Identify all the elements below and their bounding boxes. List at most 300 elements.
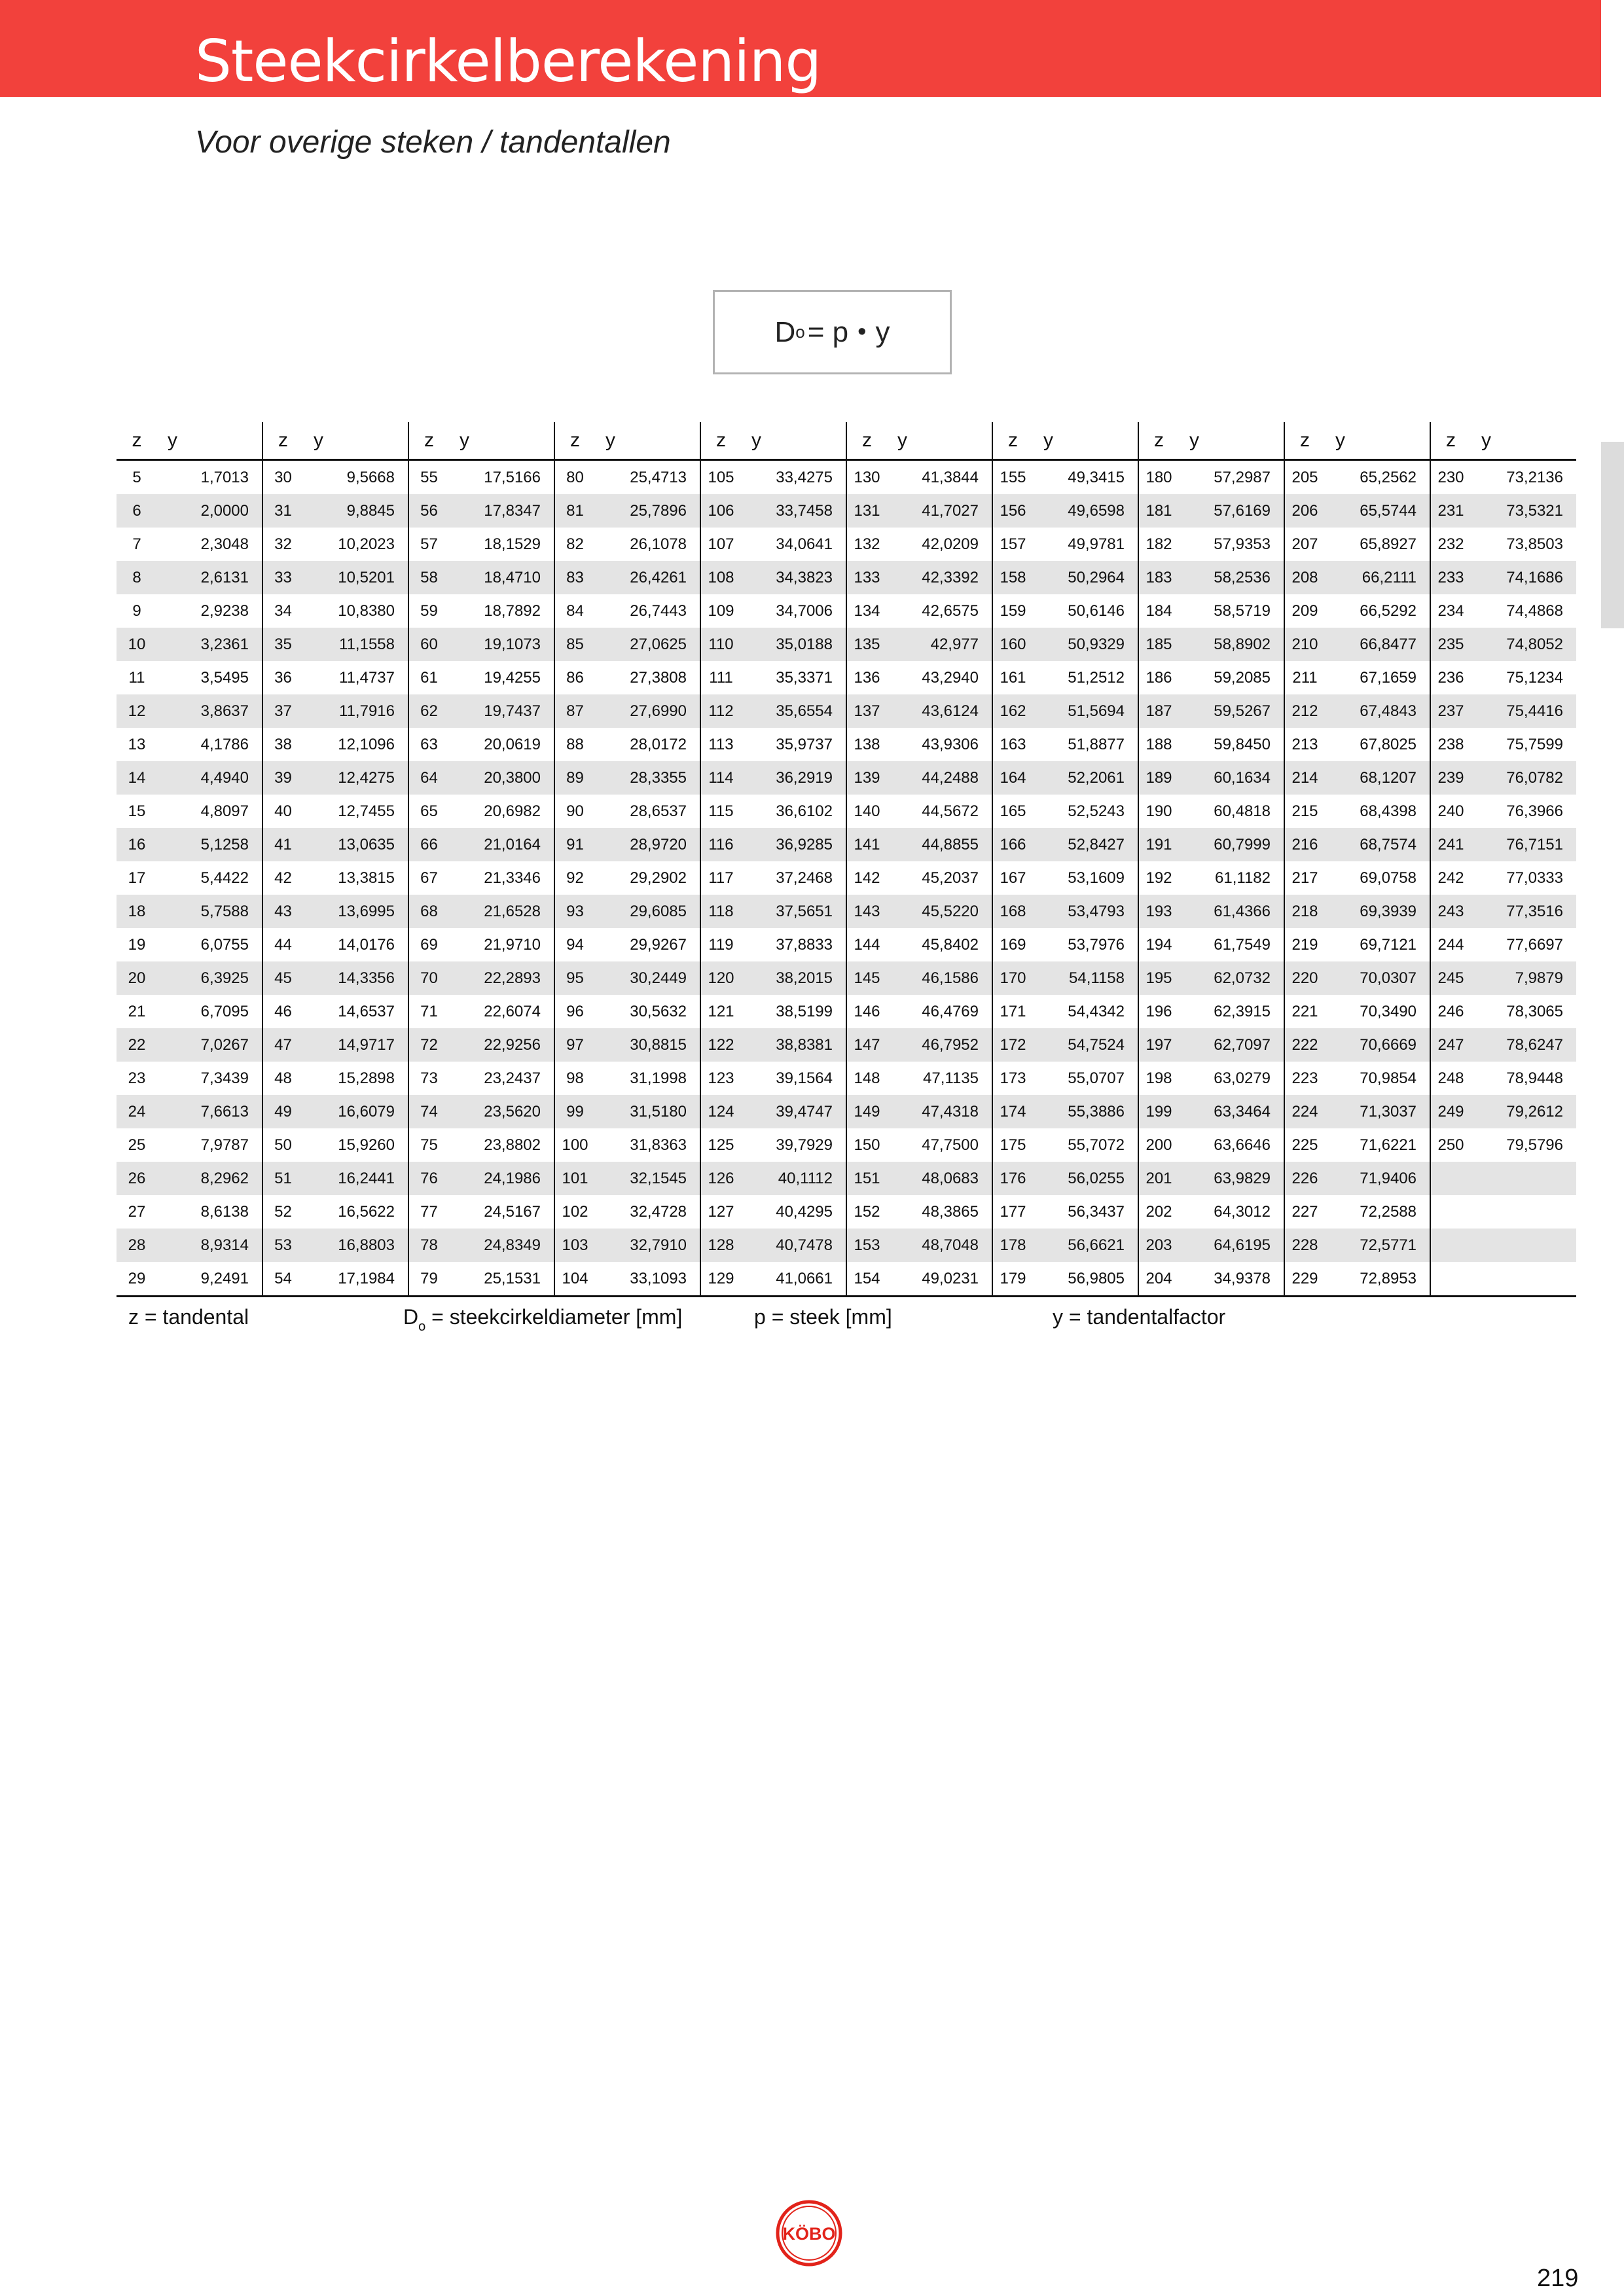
cell-z: 157 [992, 528, 1033, 561]
cell-z: 109 [700, 594, 741, 628]
cell-z: 177 [992, 1195, 1033, 1229]
table-row [117, 861, 1576, 895]
cell-z: 107 [700, 528, 741, 561]
cell-z: 249 [1430, 1095, 1471, 1128]
cell-z: 47 [262, 1028, 303, 1062]
cell-y: 77,0333 [1506, 869, 1563, 887]
cell-z: 198 [1138, 1062, 1179, 1095]
cell-z: 181 [1138, 494, 1179, 528]
cell-y: 59,5267 [1179, 694, 1284, 728]
cell-z: 33 [262, 561, 303, 594]
cell-y: 36,6102 [776, 802, 833, 820]
cell-z: 143 [846, 895, 887, 928]
cell-z: 152 [846, 1195, 887, 1229]
cell-y: 50,9329 [1033, 628, 1138, 661]
cell-z: 170 [992, 961, 1033, 995]
cell-y: 76,0782 [1471, 761, 1576, 795]
cell-z: 153 [846, 1229, 887, 1262]
cell-z: 117 [700, 861, 741, 895]
cell-y: 11,7916 [303, 694, 408, 728]
cell-y: 24,1986 [449, 1162, 554, 1195]
cell-z: 215 [1284, 795, 1325, 828]
cell-y: 43,9306 [922, 735, 979, 753]
cell-z: 57 [408, 528, 449, 561]
cell-y: 68,7574 [1325, 828, 1430, 861]
cell-y: 63,9829 [1179, 1162, 1284, 1195]
cell-y: 52,8427 [1033, 828, 1138, 861]
cell-z: 237 [1430, 694, 1471, 728]
cell-z: 200 [1138, 1128, 1179, 1162]
cell-y: 11,4737 [339, 668, 395, 687]
cell-z: 236 [1430, 661, 1471, 694]
cell-y: 57,6169 [1179, 494, 1284, 528]
cell-z: 105 [700, 460, 741, 495]
cell-z: 243 [1430, 895, 1471, 928]
table-row [117, 1229, 1576, 1262]
cell-y: 6,7095 [200, 1002, 249, 1020]
cell-y: 13,6995 [303, 895, 408, 928]
cell-y: 61,7549 [1214, 935, 1271, 954]
cell-y: 30,5632 [630, 1002, 687, 1020]
cell-z [1430, 1262, 1471, 1297]
cell-z: 158 [992, 561, 1033, 594]
cell-y: 67,4843 [1325, 694, 1430, 728]
cell-z: 205 [1284, 460, 1325, 495]
cell-y: 22,9256 [449, 1028, 554, 1062]
table-row [117, 928, 1576, 961]
cell-z: 102 [554, 1195, 595, 1229]
table-row [117, 1162, 1576, 1195]
cell-z: 48 [262, 1062, 303, 1095]
cell-z: 175 [992, 1128, 1033, 1162]
legend-y: y = tandentalfactor [1053, 1305, 1226, 1329]
header-y: y [157, 422, 262, 460]
cell-z: 182 [1138, 528, 1179, 561]
cell-z: 7 [132, 535, 141, 553]
cell-z: 218 [1284, 895, 1325, 928]
cell-y: 49,6598 [1033, 494, 1138, 528]
cell-y: 44,2488 [887, 761, 992, 795]
cell-z: 216 [1284, 828, 1325, 861]
cell-y: 7,9787 [200, 1136, 249, 1154]
cell-z: 225 [1284, 1128, 1325, 1162]
cell-y: 46,7952 [887, 1028, 992, 1062]
cell-y: 7,6613 [157, 1095, 262, 1128]
cell-y: 43,6124 [887, 694, 992, 728]
legend-z: z = tandental [128, 1305, 249, 1329]
cell-z: 51 [262, 1162, 303, 1195]
cell-z: 217 [1284, 861, 1325, 895]
cell-y: 65,2562 [1360, 468, 1416, 486]
cell-z: 54 [262, 1262, 303, 1297]
cell-z: 222 [1284, 1028, 1325, 1062]
cell-y: 7,3439 [200, 1069, 249, 1087]
cell-z: 194 [1138, 928, 1179, 961]
cell-y: 5,7588 [157, 895, 262, 928]
cell-z: 185 [1138, 628, 1179, 661]
cell-z: 197 [1138, 1028, 1179, 1062]
cell-y: 35,6554 [741, 694, 846, 728]
cell-z: 94 [554, 928, 595, 961]
cell-y: 69,7121 [1360, 935, 1416, 954]
cell-y: 53,4793 [1033, 895, 1138, 928]
cell-z: 52 [262, 1195, 303, 1229]
cell-y: 5,1258 [157, 828, 262, 861]
cell-y: 16,6079 [303, 1095, 408, 1128]
cell-y: 14,0176 [338, 935, 395, 954]
cell-y: 76,3966 [1506, 802, 1563, 820]
cell-y: 56,0255 [1033, 1162, 1138, 1195]
cell-y: 25,4713 [630, 468, 687, 486]
cell-y: 31,5180 [595, 1095, 700, 1128]
cell-y: 70,3490 [1360, 1002, 1416, 1020]
cell-z: 76 [408, 1162, 449, 1195]
cell-z: 93 [554, 895, 595, 928]
cell-z: 195 [1138, 961, 1179, 995]
cell-y: 47,7500 [922, 1136, 979, 1154]
cell-z: 208 [1284, 561, 1325, 594]
cell-z: 44 [262, 928, 303, 961]
cell-z: 138 [846, 728, 887, 761]
cell-z: 68 [408, 895, 449, 928]
cell-y: 65,8927 [1360, 535, 1416, 553]
cell-y: 26,4261 [595, 561, 700, 594]
cell-z [1430, 1195, 1471, 1229]
cell-y: 13,3815 [338, 869, 395, 887]
cell-y: 30,2449 [595, 961, 700, 995]
cell-y: 14,6537 [338, 1002, 395, 1020]
cell-y: 4,8097 [200, 802, 249, 820]
cell-z: 28 [117, 1229, 157, 1262]
cell-z: 90 [554, 795, 595, 828]
cell-y: 50,6146 [1068, 601, 1125, 620]
cell-z: 8 [117, 561, 157, 594]
cell-y: 57,9353 [1214, 535, 1271, 553]
cell-z: 96 [554, 995, 595, 1028]
header-z: z [262, 422, 303, 460]
cell-z: 126 [700, 1162, 741, 1195]
cell-z: 108 [700, 561, 741, 594]
table-row [117, 795, 1576, 828]
cell-z: 122 [700, 1028, 741, 1062]
cell-y: 63,3464 [1179, 1095, 1284, 1128]
legend-d-subscript: o [418, 1319, 426, 1334]
cell-z: 11 [128, 668, 145, 687]
cell-z: 15 [128, 802, 146, 820]
cell-y: 41,0661 [741, 1262, 846, 1297]
cell-y: 40,4295 [776, 1202, 833, 1221]
cell-z: 88 [554, 728, 595, 761]
table-row [117, 1128, 1576, 1162]
cell-z: 12 [117, 694, 157, 728]
cell-y: 71,6221 [1360, 1136, 1416, 1154]
cell-z: 159 [992, 594, 1033, 628]
header-z: z [1284, 422, 1325, 460]
cell-z: 213 [1284, 728, 1325, 761]
cell-y: 74,1686 [1471, 561, 1576, 594]
cell-y: 21,6528 [449, 895, 554, 928]
cell-z: 135 [846, 628, 887, 661]
cell-z: 43 [262, 895, 303, 928]
cell-y: 79,5796 [1506, 1136, 1563, 1154]
cell-y: 42,977 [887, 628, 992, 661]
cell-z: 92 [554, 861, 595, 895]
cell-z: 82 [554, 528, 595, 561]
cell-z: 165 [992, 795, 1033, 828]
cell-y: 34,7006 [776, 601, 833, 620]
cell-y: 2,0000 [157, 494, 262, 528]
cell-z: 184 [1138, 594, 1179, 628]
cell-y: 59,2085 [1214, 668, 1271, 687]
table-row [117, 661, 1576, 694]
cell-y: 60,4818 [1214, 802, 1271, 820]
cell-y: 73,8503 [1506, 535, 1563, 553]
cell-z: 214 [1284, 761, 1325, 795]
cell-y: 56,3437 [1068, 1202, 1125, 1221]
cell-z: 64 [408, 761, 449, 795]
header-y: y [1033, 422, 1138, 460]
cell-y: 48,7048 [887, 1229, 992, 1262]
cell-y: 21,0164 [449, 828, 554, 861]
cell-y: 26,1078 [630, 535, 687, 553]
cell-y: 27,3808 [630, 668, 687, 687]
cell-y: 13,0635 [303, 828, 408, 861]
cell-z: 83 [554, 561, 595, 594]
cell-y: 20,6982 [484, 802, 541, 820]
cell-y: 12,1096 [338, 735, 395, 753]
header-y: y [1325, 422, 1430, 460]
cell-y: 45,5220 [887, 895, 992, 928]
cell-z: 196 [1138, 995, 1179, 1028]
cell-z: 206 [1284, 494, 1325, 528]
cell-y: 71,9406 [1325, 1162, 1430, 1195]
cell-z: 229 [1284, 1262, 1325, 1297]
cell-y: 77,6697 [1506, 935, 1563, 954]
cell-z: 17 [128, 869, 146, 887]
cell-y: 72,5771 [1325, 1229, 1430, 1262]
cell-y: 76,7151 [1471, 828, 1576, 861]
cell-z: 35 [262, 628, 303, 661]
cell-z: 125 [700, 1128, 741, 1162]
cell-y: 69,3939 [1325, 895, 1430, 928]
cell-z: 223 [1284, 1062, 1325, 1095]
cell-z: 186 [1138, 661, 1179, 694]
cell-y: 8,6138 [200, 1202, 249, 1221]
cell-z: 232 [1430, 528, 1471, 561]
cell-z: 63 [408, 728, 449, 761]
table-row [117, 961, 1576, 995]
table-row [117, 494, 1576, 528]
cell-z: 14 [117, 761, 157, 795]
cell-z: 23 [128, 1069, 146, 1087]
cell-z: 250 [1430, 1128, 1471, 1162]
cell-y: 55,0707 [1068, 1069, 1125, 1087]
cell-y: 34,9378 [1179, 1262, 1284, 1297]
cell-z: 27 [128, 1202, 146, 1221]
legend-d-text: = steekcirkeldiameter [mm] [425, 1305, 683, 1329]
cell-z: 183 [1138, 561, 1179, 594]
cell-y: 34,0641 [776, 535, 833, 553]
cell-y: 24,8349 [449, 1229, 554, 1262]
cell-z: 50 [262, 1128, 303, 1162]
page-subtitle: Voor overige steken / tandentallen [195, 125, 671, 160]
cell-z: 71 [408, 995, 449, 1028]
cell-z: 69 [408, 928, 449, 961]
cell-y: 68,1207 [1325, 761, 1430, 795]
header-y: y [1179, 422, 1284, 460]
cell-y: 54,7524 [1033, 1028, 1138, 1062]
cell-z: 161 [992, 661, 1033, 694]
cell-y: 55,3886 [1033, 1095, 1138, 1128]
cell-y: 54,4342 [1068, 1002, 1125, 1020]
cell-z: 211 [1284, 661, 1325, 694]
cell-y: 17,1984 [303, 1262, 408, 1297]
cell-z: 22 [117, 1028, 157, 1062]
cell-z: 67 [408, 861, 449, 895]
cell-y: 34,3823 [741, 561, 846, 594]
cell-y: 29,9267 [630, 935, 687, 954]
cell-z: 193 [1138, 895, 1179, 928]
cell-y: 25,1531 [449, 1262, 554, 1297]
cell-z: 224 [1284, 1095, 1325, 1128]
cell-y: 70,6669 [1325, 1028, 1430, 1062]
cell-z: 104 [554, 1262, 595, 1297]
pitch-circle-table [117, 422, 1576, 1297]
table-row [117, 460, 1576, 495]
cell-z: 77 [408, 1195, 449, 1229]
cell-z: 36 [262, 661, 303, 694]
cell-z: 85 [554, 628, 595, 661]
cell-y: 78,6247 [1471, 1028, 1576, 1062]
cell-z: 49 [262, 1095, 303, 1128]
table-row [117, 628, 1576, 661]
cell-y: 23,8802 [484, 1136, 541, 1154]
cell-z: 146 [846, 995, 887, 1028]
cell-z: 115 [700, 795, 741, 828]
cell-y: 68,4398 [1360, 802, 1416, 820]
cell-z: 73 [408, 1062, 449, 1095]
cell-y: 35,0188 [741, 628, 846, 661]
cell-y: 62,3915 [1214, 1002, 1271, 1020]
cell-y: 10,2023 [338, 535, 395, 553]
cell-z: 231 [1430, 494, 1471, 528]
cell-y: 53,7976 [1068, 935, 1125, 954]
cell-z: 9 [132, 601, 141, 620]
cell-z: 30 [262, 460, 303, 495]
cell-z: 106 [700, 494, 741, 528]
legend-d-symbol: D [403, 1305, 419, 1329]
cell-y: 49,0231 [887, 1262, 992, 1297]
cell-z: 156 [992, 494, 1033, 528]
cell-z: 145 [846, 961, 887, 995]
cell-y: 5,4422 [200, 869, 249, 887]
cell-y: 15,9260 [338, 1136, 395, 1154]
table-row [117, 1028, 1576, 1062]
cell-y: 31,1998 [630, 1069, 687, 1087]
cell-y: 45,2037 [922, 869, 979, 887]
cell-z: 147 [846, 1028, 887, 1062]
cell-y: 35,3371 [776, 668, 833, 687]
cell-y: 72,8953 [1325, 1262, 1430, 1297]
cell-z: 166 [992, 828, 1033, 861]
cell-y: 60,7999 [1179, 828, 1284, 861]
cell-z: 204 [1138, 1262, 1179, 1297]
cell-y: 66,8477 [1325, 628, 1430, 661]
cell-y: 3,2361 [157, 628, 262, 661]
cell-y: 67,1659 [1360, 668, 1416, 687]
cell-y: 73,2136 [1506, 468, 1563, 486]
cell-z: 192 [1138, 861, 1179, 895]
cell-y: 37,8833 [776, 935, 833, 954]
cell-z: 119 [700, 928, 741, 961]
cell-z: 188 [1138, 728, 1179, 761]
cell-z: 233 [1430, 561, 1471, 594]
cell-y: 64,3012 [1214, 1202, 1271, 1221]
cell-z: 78 [408, 1229, 449, 1262]
cell-y: 38,2015 [741, 961, 846, 995]
cell-y: 22,2893 [449, 961, 554, 995]
cell-z: 134 [846, 594, 887, 628]
formula-dot: • [857, 318, 867, 346]
cell-z: 139 [846, 761, 887, 795]
cell-y [1471, 1195, 1576, 1229]
cell-y: 53,1609 [1068, 869, 1125, 887]
cell-y: 40,1112 [741, 1162, 846, 1195]
cell-z: 18 [117, 895, 157, 928]
cell-y: 71,3037 [1325, 1095, 1430, 1128]
cell-z: 60 [408, 628, 449, 661]
cell-y: 15,2898 [338, 1069, 395, 1087]
cell-z: 25 [128, 1136, 146, 1154]
header-y: y [303, 422, 408, 460]
cell-z: 221 [1284, 995, 1325, 1028]
cell-y: 18,7892 [484, 601, 541, 620]
cell-z: 13 [128, 735, 146, 753]
cell-z: 114 [700, 761, 741, 795]
cell-y: 21,3346 [484, 869, 541, 887]
side-tab-marker [1601, 442, 1624, 628]
cell-z: 240 [1430, 795, 1471, 828]
formula-symbol: D [774, 315, 796, 348]
formula-subscript: o [795, 322, 805, 342]
cell-y: 46,1586 [887, 961, 992, 995]
cell-y [1471, 1262, 1576, 1297]
table-row [117, 1062, 1576, 1095]
cell-y: 78,3065 [1506, 1002, 1563, 1020]
cell-z [1430, 1162, 1471, 1195]
cell-z: 189 [1138, 761, 1179, 795]
cell-z: 84 [554, 594, 595, 628]
cell-y: 28,0172 [630, 735, 687, 753]
cell-z: 246 [1430, 995, 1471, 1028]
table-row [117, 528, 1576, 561]
cell-y: 47,4318 [887, 1095, 992, 1128]
cell-y: 51,5694 [1033, 694, 1138, 728]
cell-y: 63,0279 [1214, 1069, 1271, 1087]
cell-y: 30,8815 [595, 1028, 700, 1062]
cell-y: 73,5321 [1471, 494, 1576, 528]
cell-y: 27,6990 [595, 694, 700, 728]
cell-y: 52,2061 [1033, 761, 1138, 795]
cell-y: 64,6195 [1179, 1229, 1284, 1262]
cell-z: 247 [1430, 1028, 1471, 1062]
cell-z: 127 [700, 1195, 741, 1229]
cell-z: 238 [1430, 728, 1471, 761]
cell-y: 65,5744 [1325, 494, 1430, 528]
cell-y: 41,3844 [922, 468, 979, 486]
cell-y: 33,7458 [741, 494, 846, 528]
cell-y: 19,1073 [449, 628, 554, 661]
